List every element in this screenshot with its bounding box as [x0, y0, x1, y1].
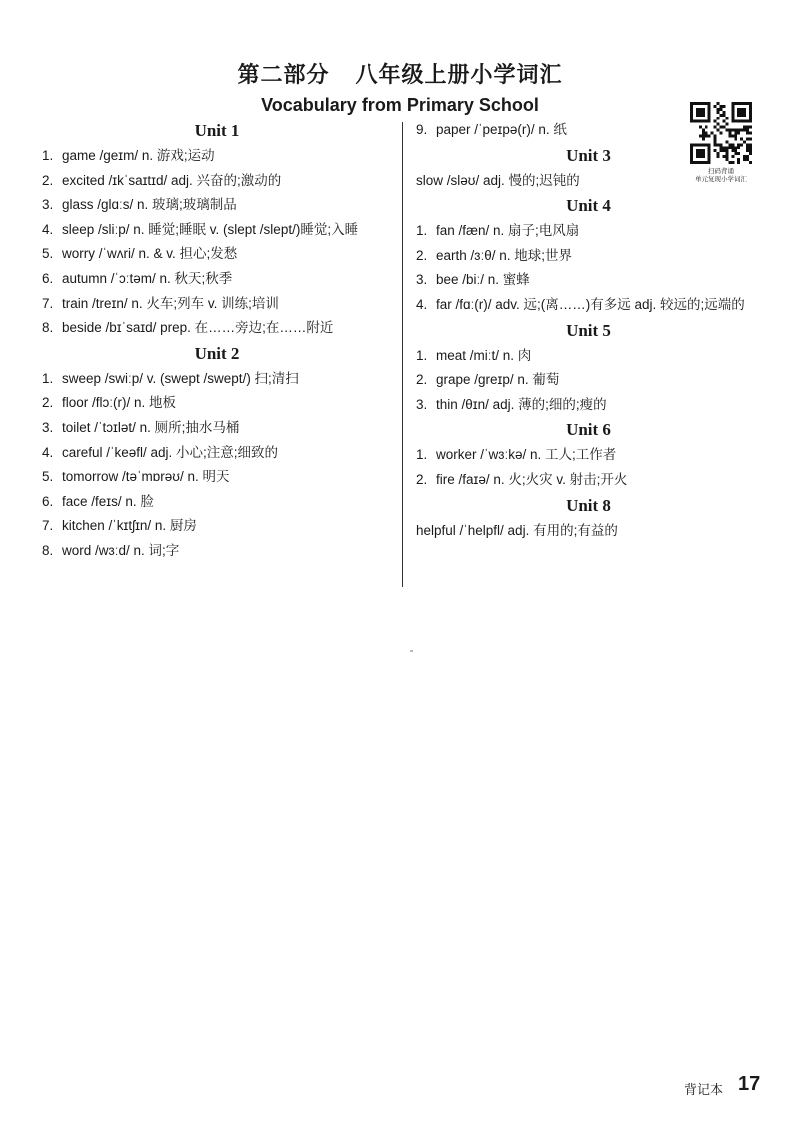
entry-number: 6. [42, 270, 54, 286]
entry-text: earth /ɜːθ/ n. 地球;世界 [436, 247, 572, 263]
vocab-entry [416, 118, 761, 143]
entry-number: 1. [416, 223, 428, 239]
entry-number: 5. [42, 246, 54, 262]
scan-speck [410, 650, 413, 652]
entry-text: glass /ɡlɑːs/ n. 玻璃;玻璃制品 [62, 197, 237, 213]
vocab-entry [416, 468, 761, 493]
entry-number: 2. [416, 372, 428, 388]
left-column [42, 118, 392, 564]
entry-number: 3. [416, 396, 428, 412]
entry-number: 2. [416, 471, 428, 487]
entry-number: 6. [42, 493, 54, 509]
entry-text: fire /faɪə/ n. 火;火灾 v. 射击;开火 [436, 471, 628, 487]
entry-number: 7. [42, 518, 54, 534]
title-part: 第二部分 [237, 63, 330, 88]
vocab-entry [416, 293, 761, 318]
entry-text: far /fɑː(r)/ adv. 远;(离……)有多远 adj. 较远的;远端的 [436, 296, 745, 312]
entry-number: 1. [42, 148, 54, 163]
page-subtitle: Vocabulary from Primary School [261, 95, 539, 115]
entry-text: floor /flɔː(r)/ n. 地板 [62, 395, 177, 411]
entry-text: worker /ˈwɜːkə/ n. 工人;工作者 [436, 447, 617, 463]
entry-text: thin /θɪn/ adj. 薄的;细的;瘦的 [436, 396, 607, 412]
entry-text: grape /ɡreɪp/ n. 葡萄 [436, 372, 560, 388]
entry-number: 1. [416, 347, 428, 363]
entry-text: slow /sləʊ/ adj. 慢的;迟钝的 [416, 172, 580, 188]
entry-text: beside /bɪˈsaɪd/ prep. 在……旁边;在……附近 [62, 320, 334, 336]
entry-text: careful /ˈkeəfl/ adj. 小心;注意;细致的 [62, 444, 279, 460]
vocab-entry [42, 441, 392, 466]
entry-number: 8. [42, 320, 54, 336]
vocab-entry [42, 193, 392, 218]
right-column [416, 118, 761, 543]
vocab-entry [42, 465, 392, 490]
vocab-entry [42, 367, 392, 392]
vocab-entry [42, 144, 392, 169]
vocab-entry [416, 268, 761, 293]
qr-caption-line2: 单元复现小学词汇 [695, 175, 747, 183]
unit-heading: Unit 6 [566, 420, 611, 440]
unit-heading: Unit 1 [194, 121, 240, 140]
vocab-entry [416, 169, 761, 194]
vocab-entry [416, 344, 761, 369]
entry-number: 4. [416, 296, 428, 312]
vocab-entry [416, 519, 761, 544]
entry-text: sweep /swiːp/ v. (swept /swept/) 扫;清扫 [62, 370, 299, 386]
vocab-entry [42, 267, 392, 292]
vocab-entry [416, 443, 761, 468]
entry-text: excited /ɪkˈsaɪtɪd/ adj. 兴奋的;激动的 [62, 172, 282, 188]
entry-text: fan /fæn/ n. 扇子;电风扇 [436, 223, 580, 239]
page-title [0, 58, 800, 89]
vocab-entry [416, 393, 761, 418]
entry-text: game /ɡeɪm/ n. 游戏;运动 [62, 148, 215, 163]
qr-caption-line1: 扫码背诵 [708, 167, 734, 175]
entry-text: kitchen /ˈkɪtʃɪn/ n. 厨房 [62, 518, 197, 534]
vocab-entry [416, 219, 761, 244]
unit-heading: Unit 4 [566, 196, 611, 216]
unit-heading: Unit 5 [566, 320, 611, 340]
vocab-entry [42, 539, 392, 564]
vocab-entry [42, 391, 392, 416]
entry-number: 3. [42, 197, 54, 213]
unit-heading: Unit 2 [194, 343, 240, 363]
entry-text: paper /ˈpeɪpə(r)/ n. 纸 [436, 122, 567, 137]
entry-text: bee /biː/ n. 蜜蜂 [436, 272, 530, 288]
entry-text: word /wɜːd/ n. 词;字 [62, 542, 180, 558]
vocab-entry [416, 244, 761, 269]
entry-text: toilet /ˈtɔɪlət/ n. 厕所;抽水马桶 [62, 419, 240, 435]
entry-text: autumn /ˈɔːtəm/ n. 秋天;秋季 [62, 270, 233, 286]
footer-label: 背记本 [684, 1083, 724, 1098]
vocab-entry [416, 368, 761, 393]
entry-number: 5. [42, 469, 54, 485]
entry-text: train /treɪn/ n. 火车;列车 v. 训练;培训 [62, 295, 279, 311]
entry-number: 1. [416, 447, 428, 463]
entry-number: 2. [42, 172, 54, 188]
vocab-entry [42, 514, 392, 539]
vocab-entry [42, 218, 392, 243]
vocab-entry [42, 416, 392, 441]
entry-number: 7. [42, 295, 54, 311]
entry-text: tomorrow /təˈmɒrəʊ/ n. 明天 [62, 469, 230, 485]
entry-number: 4. [42, 221, 54, 237]
vocab-entry [42, 169, 392, 194]
vocab-entry [42, 292, 392, 317]
entry-text: sleep /sliːp/ n. 睡觉;睡眠 v. (slept /slept/)睡觉;入睡 [62, 221, 359, 237]
entry-text: helpful /ˈhelpfl/ adj. 有用的;有益的 [416, 522, 618, 538]
entry-number: 9. [416, 122, 428, 137]
entry-number: 2. [42, 395, 54, 411]
entry-text: meat /miːt/ n. 肉 [436, 347, 532, 363]
entry-number: 2. [416, 247, 428, 263]
entry-text: worry /ˈwʌri/ n. & v. 担心;发愁 [62, 246, 238, 262]
entry-text: face /feɪs/ n. 脸 [62, 493, 154, 509]
page-number: 17 [738, 1073, 761, 1095]
column-divider [402, 122, 403, 587]
entry-number: 1. [42, 370, 54, 386]
entry-number: 8. [42, 542, 54, 558]
entry-number: 4. [42, 444, 54, 460]
unit-heading: Unit 8 [566, 495, 611, 515]
entry-number: 3. [416, 272, 428, 288]
vocab-entry [42, 316, 392, 341]
vocab-entry [42, 490, 392, 515]
unit-heading: Unit 3 [566, 145, 611, 165]
vocab-entry [42, 242, 392, 267]
entry-number: 3. [42, 419, 54, 435]
title-main: 八年级上册小学词汇 [355, 63, 563, 88]
